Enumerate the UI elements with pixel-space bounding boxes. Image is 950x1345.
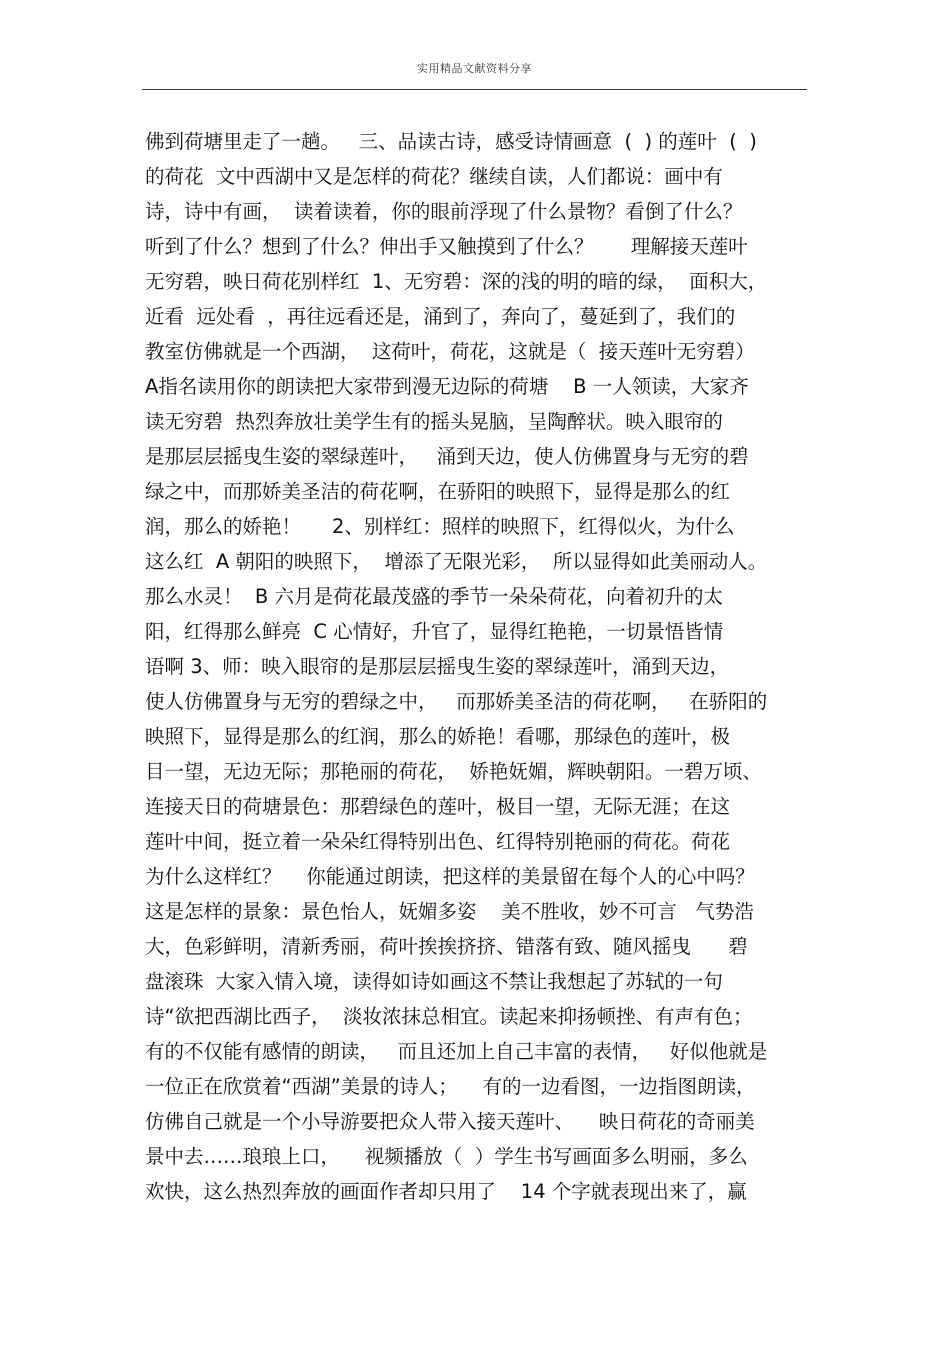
text-line: 为什么这样红？ 你能通过朗读，把这样的美景留在每个人的心中吗？	[145, 865, 755, 888]
text-line: 近看 远处看 ，再往远看还是，涌到了，奔向了，蔓延到了，我们的	[145, 305, 736, 328]
text-line: 仿佛自己就是一个小导游要把众人带入接天莲叶、 映日荷花的奇丽美	[145, 1110, 755, 1133]
text-line: 佛到荷塘里走了一趟。 三、品读古诗，感受诗情画意 ( ) 的莲叶 ( )	[145, 130, 757, 153]
text-line: 阳，红得那么鲜亮 C 心情好，升官了，显得红艳艳，一切景悟皆情	[145, 620, 724, 643]
text-line: 诗“欲把西湖比西子， 淡妆浓抹总相宜。读起来抑扬顿挫、有声有色；	[145, 1005, 753, 1028]
text-line: 欢快，这么热烈奔放的画面作者却只用了 14 个字就表现出来了，赢	[145, 1180, 747, 1203]
text-line: 润，那么的娇艳！ 2、别样红：照样的映照下，红得似火，为什么	[145, 515, 735, 538]
text-line: 景中去……琅琅上口， 视频播放（ ）学生书写画面多么明丽，多么	[145, 1145, 748, 1168]
text-line: 目一望，无边无际；那艳丽的荷花， 娇艳妩媚，辉映朝阳。一碧万顷、	[145, 760, 762, 783]
text-line: 听到了什么？想到了什么？伸出手又触摸到了什么？ 理解接天莲叶	[145, 235, 748, 258]
text-line: 连接天日的荷塘景色：那碧绿色的莲叶，极目一望，无际无涯；在这	[145, 795, 731, 818]
header-divider	[142, 89, 807, 90]
document-body	[145, 129, 825, 1214]
page-header: 实用精品文献资料分享	[417, 62, 532, 75]
text-line: 莲叶中间，挺立着一朵朵红得特别出色、红得特别艳丽的荷花。荷花	[145, 830, 731, 853]
text-line: 的荷花 文中西湖中又是怎样的荷花？继续自读，人们都说：画中有	[145, 165, 723, 188]
text-line: 一位正在欣赏着“西湖”美景的诗人； 有的一边看图，一边指图朗读，	[145, 1075, 756, 1098]
text-line: 大，色彩鲜明，清新秀丽，荷叶挨挨挤挤、错落有致、随风摇曳 碧	[145, 935, 748, 958]
text-line: 这么红 A 朝阳的映照下， 增添了无限光彩， 所以显得如此美丽动人。	[145, 550, 768, 573]
text-line: 读无穷碧 热烈奔放壮美学生有的摇头晃脑，呈陶醉状。映入眼帘的	[145, 410, 723, 433]
text-line: 映照下，显得是那么的红润，那么的娇艳！看哪，那绿色的莲叶，极	[145, 725, 731, 748]
text-line: 这是怎样的景象：景色怡人，妩媚多姿 美不胜收，妙不可言 气势浩	[145, 900, 754, 923]
text-line: A指名读用你的朗读把大家带到漫无边际的荷塘 B 一人领读，大家齐	[145, 375, 749, 398]
text-line: 盘滚珠 大家入情入境，读得如诗如画这不禁让我想起了苏轼的一句	[145, 970, 723, 993]
text-line: 使人仿佛置身与无穷的碧绿之中， 而那娇美圣洁的荷花啊， 在骄阳的	[145, 690, 768, 713]
text-line: 诗，诗中有画， 读着读着，你的眼前浮现了什么景物？看倒了什么？	[145, 200, 743, 223]
text-line: 无穷碧，映日荷花别样红 1、无穷碧：深的浅的明的暗的绿， 面积大，	[145, 270, 768, 293]
text-line: 绿之中，而那娇美圣洁的荷花啊，在骄阳的映照下，显得是那么的红	[145, 480, 731, 503]
text-line: 是那层层摇曳生姿的翠绿莲叶， 涌到天边，使人仿佛置身与无穷的碧	[145, 445, 749, 468]
text-line: 语啊 3、师：映入眼帘的是那层层摇曳生姿的翠绿莲叶，涌到天边，	[145, 655, 730, 678]
text-line: 那么水灵！ B 六月是荷花最茂盛的季节一朵朵荷花，向着初升的太	[145, 585, 723, 608]
text-line: 教室仿佛就是一个西湖， 这荷叶，荷花，这就是（ 接天莲叶无穷碧）	[145, 340, 755, 363]
text-line: 有的不仅能有感情的朗读， 而且还加上自己丰富的表情， 好似他就是	[145, 1040, 768, 1063]
